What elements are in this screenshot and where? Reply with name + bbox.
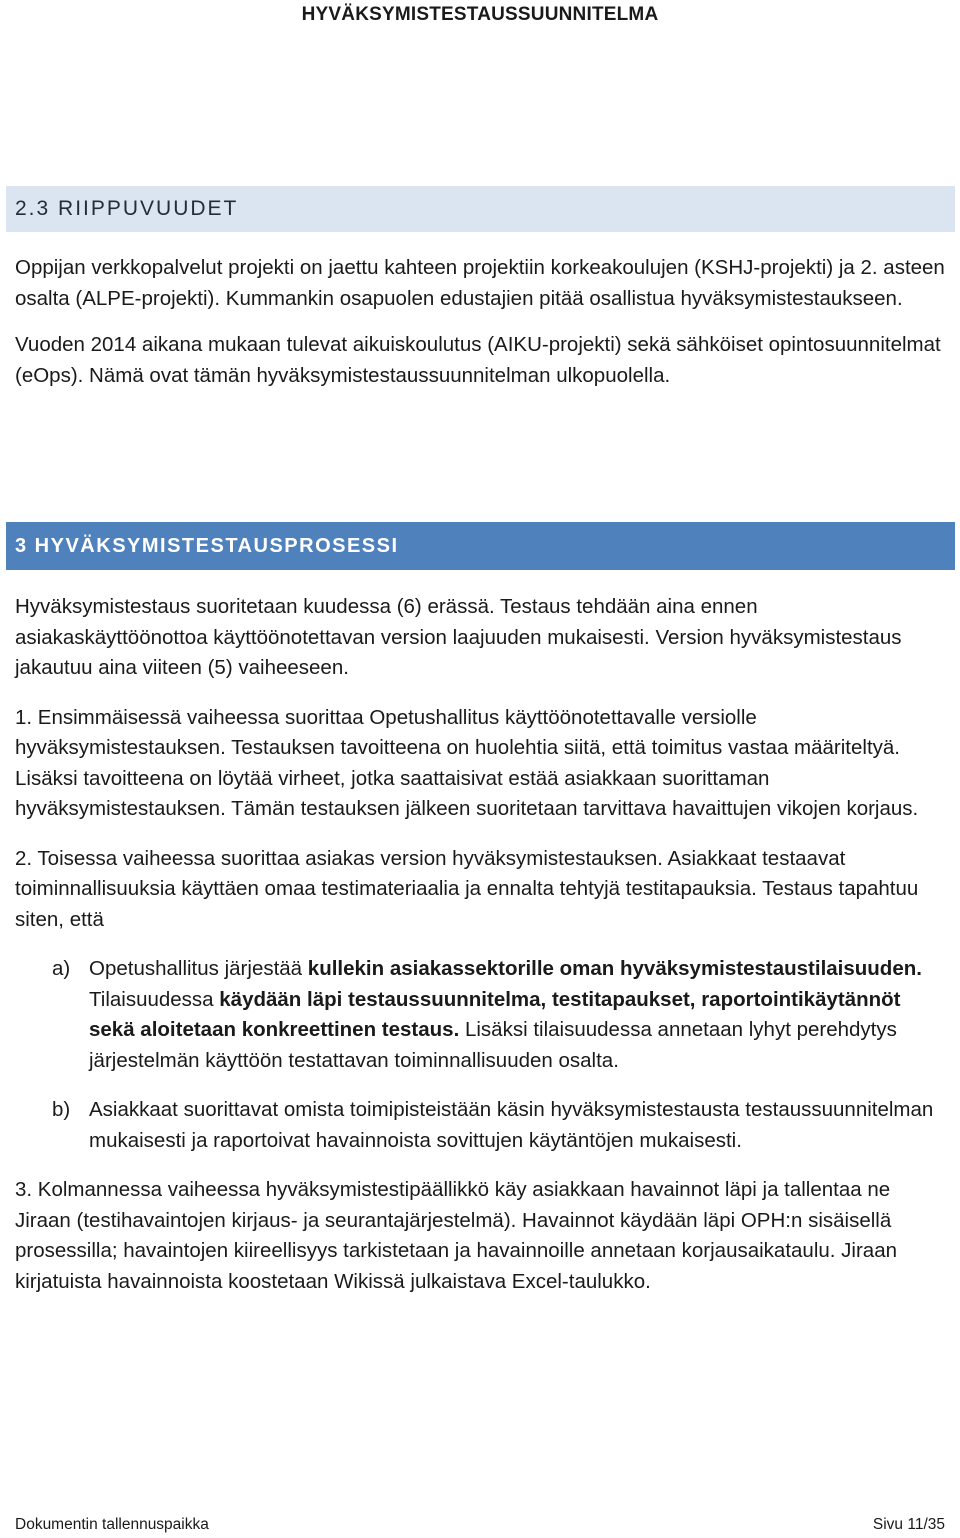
list-text: Asiakkaat suorittavat omista toimipisteistään käsin hyväksymistestausta testaussuunnitelman mukaisesti ja raportoivat havainnoista sovittujen käytäntöjen mukaisesti. bbox=[89, 1098, 934, 1152]
paragraph: Vuoden 2014 aikana mukaan tulevat aikuiskoulutus (AIKU-projekti) sekä sähköiset opintosuunnitelmat (eOps). Nämä ovat tämän hyväksymistestaussuunnitelman ulkopuolella. bbox=[15, 333, 941, 387]
footer-document-location: Dokumentin tallennuspaikka bbox=[15, 1516, 209, 1533]
footer-page-number bbox=[873, 1516, 945, 1534]
page-header-title: HYVÄKSYMISTESTAUSSUUNNITELMA bbox=[301, 4, 659, 25]
list-text: Tilaisuudessa bbox=[89, 987, 220, 1011]
footer-page-value: 11/35 bbox=[907, 1516, 945, 1533]
list-text: Opetushallitus järjestää bbox=[89, 957, 308, 980]
list-text-bold: kullekin asiakassektorille oman hyväksymistestaustilaisuuden. bbox=[307, 957, 922, 980]
list-marker: a) bbox=[52, 957, 71, 980]
paragraph-step-1: 1. Ensimmäisessä vaiheessa suorittaa Opetushallitus käyttöönotettavalle versiolle hyväksymistestauksen. Testauksen tavoitteena on huolehtia siitä, että toimitus vastaa määriteltyä. Lisäksi tavoitteena on löytää virheet, jotka saattaisivat estää asiakkaan suorittaman hyväksymistestauksen. Tämän testauksen jälkeen suoritetaan tarvittava havaittujen vikojen korjaus. bbox=[15, 705, 919, 820]
paragraph: Oppijan verkkopalvelut projekti on jaettu kahteen projektiin korkeakoulujen (KSHJ-projekti) ja 2. asteen osalta (ALPE-projekti). Kummankin osapuolen edustajien pitää osallistua hyväksymistestaukseen. bbox=[15, 256, 945, 310]
list-marker: b) bbox=[52, 1098, 71, 1121]
section-23-body bbox=[15, 253, 945, 391]
paragraph-step-3: 3. Kolmannessa vaiheessa hyväksymistestipäällikkö käy asiakkaan havainnot läpi ja tallentaa ne Jiraan (testihavaintojen kirjaus- ja seurantajärjestelmä). Havainnot käydään läpi OPH:n sisäisellä prosessilla; havaintojen kiireellisyys tarkistetaan ja havainnoille annetaan korjausaikataulu. Jiraan kirjatuista havainnoista koostetaan Wikissä julkaistava Excel-taulukko. bbox=[15, 1178, 898, 1293]
paragraph-intro: Hyväksymistestaus suoritetaan kuudessa (6) erässä. Testaus tehdään aina ennen asiakaskäyttöönottoa käyttöönotettavan version laajuuden mukaisesti. Version hyväksymistestaus jakautuu aina viiteen (5) vaiheeseen. bbox=[15, 595, 902, 679]
list-item-a bbox=[15, 954, 945, 1076]
list-item-b bbox=[15, 1095, 945, 1156]
footer-page-label: Sivu bbox=[872, 1516, 904, 1533]
paragraph-step-2: 2. Toisessa vaiheessa suorittaa asiakas version hyväksymistestauksen. Asiakkaat testaavat toiminnallisuuksia käyttäen omaa testimateriaalia ja ennalta tehtyjä testitapauksia. Testaus tapahtuu siten, että bbox=[15, 846, 919, 931]
list-text-bold: käydään läpi testaussuunnitelma, testitapaukset, raportointikäytännöt sekä aloitetaan konkreettinen testaus. bbox=[89, 987, 901, 1041]
section-3-body bbox=[15, 592, 945, 1297]
section-heading-riippuvuudet: 2.3 RIIPPUVUUDET bbox=[6, 186, 955, 232]
section-heading-hyvaksymistestausprosessi: 3 HYVÄKSYMISTESTAUSPROSESSI bbox=[6, 522, 955, 570]
list-text: Lisäksi tilaisuudessa annetaan lyhyt perehdytys järjestelmän käyttöön testattavan toiminnallisuuden osalta. bbox=[89, 1018, 897, 1072]
